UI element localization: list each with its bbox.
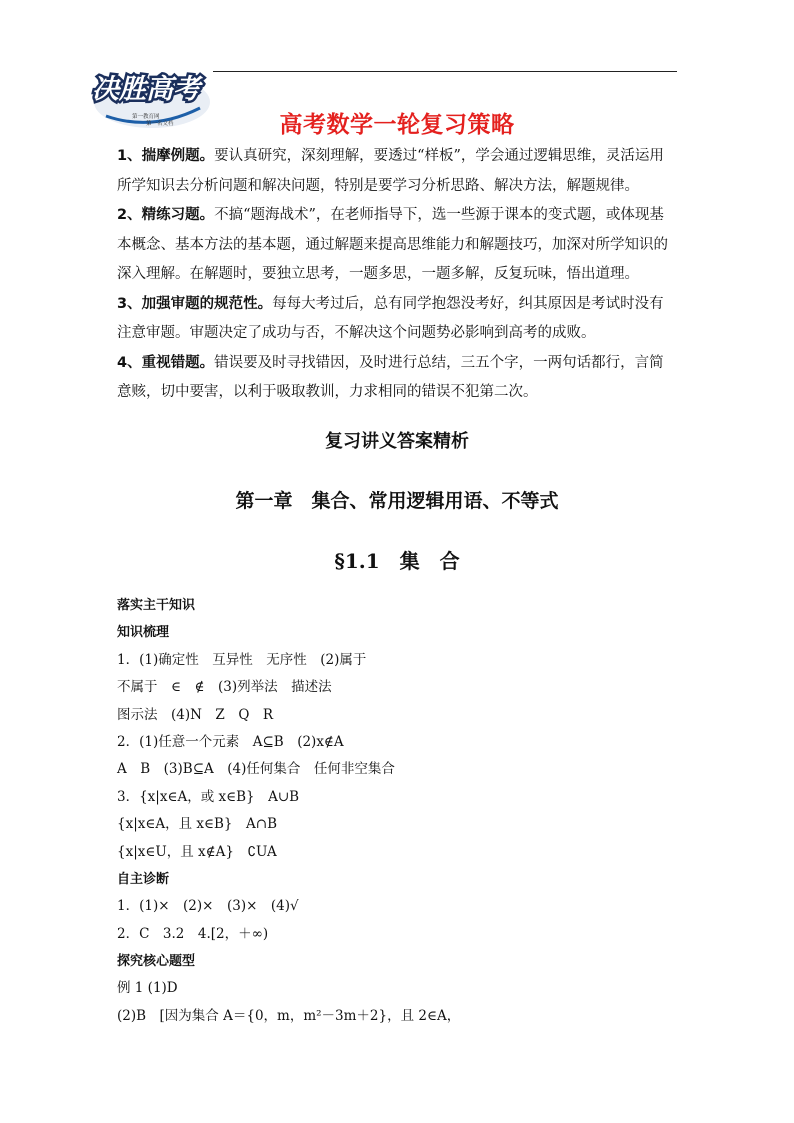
- svg-text:第一教育网: 第一教育网: [132, 114, 160, 120]
- content-line: {x|x∈A，且 x∈B} A∩B: [117, 816, 277, 833]
- content-heading: 探究核心题型: [117, 954, 196, 970]
- content-heading: 知识梳理: [117, 625, 170, 641]
- content-heading: 落实主干知识: [117, 598, 196, 613]
- strategy-item: 3、加强审题的规范性。每每大考过后，总有同学抱怨没考好，纠其原因是考试时没有注意审题。审题决定了成功与否，不解决这个问题势必影响到高考的成败。: [117, 295, 664, 341]
- answer-content: [117, 592, 677, 1030]
- content-line: 1．(1)确定性 互异性 无序性 (2)属于: [117, 651, 367, 668]
- logo-text: 决胜高考: [92, 74, 200, 105]
- chapter-title: 第一章 集合、常用逻辑用语、不等式: [235, 490, 559, 512]
- content-line: 2．(1)任意一个元素 A⊆B (2)x∉A: [117, 733, 344, 750]
- content-line: 例 1 (1)D: [117, 980, 178, 997]
- header-rule: [213, 71, 677, 72]
- subsection-title: §1.1 集 合: [334, 549, 460, 573]
- content-line: 2．C 3.2 4.[2，＋∞): [117, 925, 269, 942]
- content-line: 图示法 (4)N Z Q R: [117, 706, 274, 723]
- strategy-list: [117, 142, 677, 408]
- doc-title: 高考数学一轮复习策略: [279, 112, 515, 138]
- content-line: {x|x∈U，且 x∉A} ∁UA: [117, 843, 277, 860]
- content-line: 3．{x|x∈A，或 x∈B} A∪B: [117, 788, 300, 805]
- content-line: A B (3)B⊆A (4)任何集合 任何非空集合: [117, 761, 395, 778]
- content-heading: 自主诊断: [117, 871, 170, 887]
- svg-text:第一名文档: 第一名文档: [146, 121, 174, 127]
- content-line: 不属于 ∈ ∉ (3)列举法 描述法: [117, 679, 332, 696]
- section-title: 复习讲义答案精析: [325, 431, 469, 452]
- content-line: (2)B [因为集合 A＝{0，m，m²－3m＋2}，且 2∈A，: [117, 1007, 461, 1024]
- content-line: 1．(1)× (2)× (3)× (4)√: [117, 898, 299, 915]
- strategy-item: 4、重视错题。错误要及时寻找错因，及时进行总结，三五个字，一两句话都行，言简意赅，切中要害，以利于吸取教训，力求相同的错误不犯第二次。: [117, 354, 664, 400]
- strategy-item: 1、揣摩例题。要认真研究，深刻理解，要透过“样板”，学会通过逻辑思维，灵活运用所学知识去分析问题和解决问题，特别是要学习分析思路、解决方法，解题规律。: [117, 148, 664, 194]
- strategy-item: 2、精练习题。不搞“题海战术”，在老师指导下，选一些源于课本的变式题，或体现基本概念、基本方法的基本题，通过解题来提高思维能力和解题技巧，加深对所学知识的深入理解。在解题时，要独立思考，一题多思，一题多解，反复玩味，悟出道理。: [117, 207, 668, 282]
